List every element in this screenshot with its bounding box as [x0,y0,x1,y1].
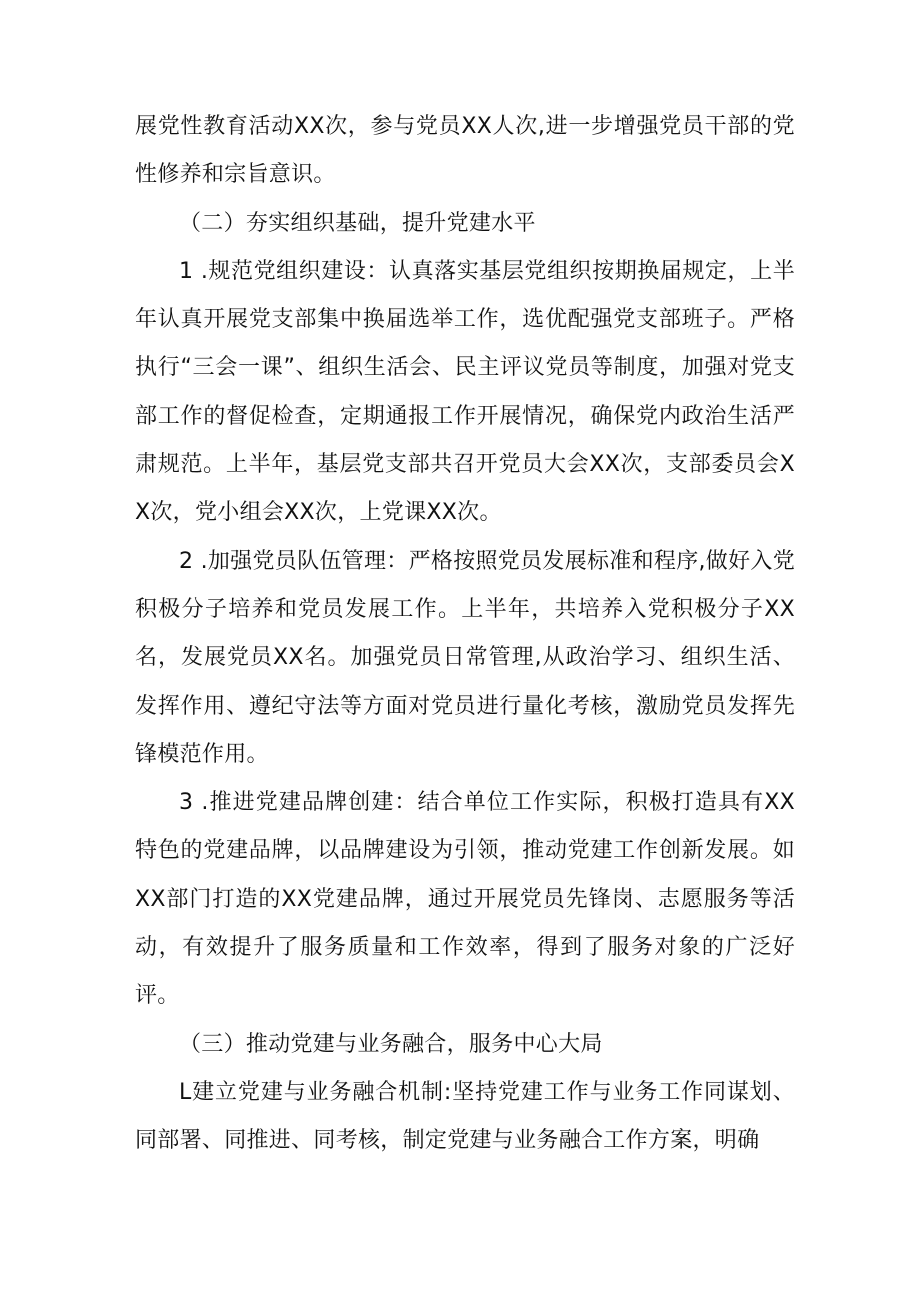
paragraph-item-3: 3 .推进党建品牌创建：结合单位工作实际，积极打造具有XX特色的党建品牌，以品牌建设为引领，推动党建工作创新发展。如XX部门打造的XX党建品牌，通过开展党员先锋岗、志愿服务等活动，有效提升了服务质量和工作效率，得到了服务对象的广泛好评。 [135,790,795,1009]
section-heading-2: （二）夯实组织基础，提升党建水平 [179,210,536,236]
section-heading-3: （三）推动党建与业务融合，服务中心大局 [179,1031,603,1057]
paragraph-item-l: L建立党建与业务融合机制:坚持党建工作与业务工作同谋划、同部署、同推进、同考核，制定党建与业务融合工作方案，明确 [135,1079,795,1154]
document-body [135,103,795,1166]
paragraph-continuation: 展党性教育活动XX次，参与党员XX人次,进一步增强党员干部的党性修养和宗旨意识。 [135,114,795,188]
paragraph-item-1: 1 .规范党组织建设：认真落实基层党组织按期换届规定，上半年认真开展党支部集中换届选举工作，选优配强党支部班子。严格执行“三会一课”、组织生活会、民主评议党员等制度，加强对党支部工作的督促检查，定期通报工作开展情况，确保党内政治生活严肃规范。上半年，基层党支部共召开党员大会XX次，支部委员会XX次，党小组会XX次，上党课XX次。 [135,258,795,526]
paragraph-item-2: 2 .加强党员队伍管理：严格按照党员发展标准和程序,做好入党积极分子培养和党员发展工作。上半年，共培养入党积极分子XX名，发展党员XX名。加强党员日常管理,从政治学习、组织生活、发挥作用、遵纪守法等方面对党员进行量化考核，激励党员发挥先锋模范作用。 [135,548,795,767]
